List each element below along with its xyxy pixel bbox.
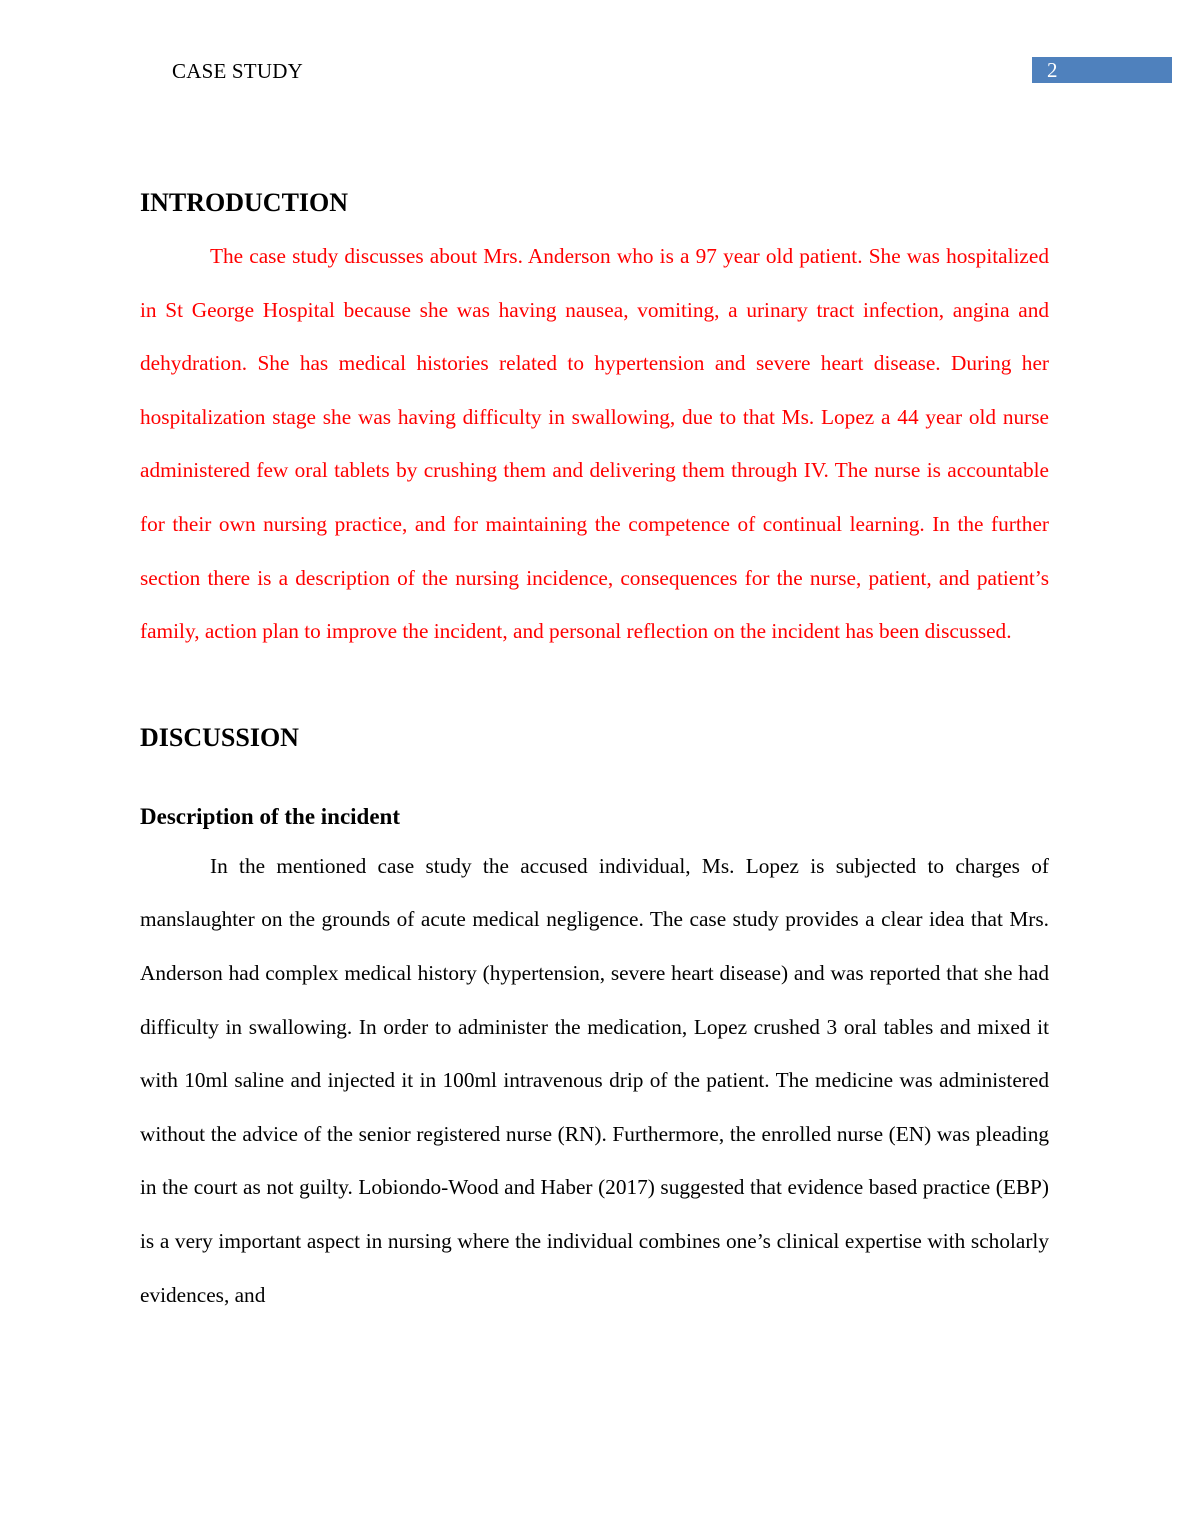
discussion-heading: DISCUSSION bbox=[140, 722, 299, 752]
incident-paragraph: In the mentioned case study the accused individual, Ms. Lopez is subjected to charges of manslaughter on the grounds of acute medical negligence. The case study provides a clear idea that Mrs. Anderson had complex medical history (hypertension, severe heart disease) and was reported that she had difficulty in swallowing. In order to administer the medication, Lopez crushed 3 oral tables and mixed it with 10ml saline and injected it in 100ml intravenous drip of the patient. The medicine was administered without the advice of the senior registered nurse (RN). Furthermore, the enrolled nurse (EN) was pleading in the court as not guilty. Lobiondo-Wood and Haber (2017) suggested that evidence based practice (EBP) is a very important aspect in nursing where the individual combines one’s clinical expertise with scholarly evidences, and bbox=[140, 853, 1049, 1307]
running-head: CASE STUDY bbox=[172, 59, 303, 83]
page-number: 2 bbox=[1032, 57, 1172, 83]
document-body bbox=[140, 184, 1049, 1322]
incident-subheading: Description of the incident bbox=[140, 803, 401, 829]
introduction-heading: INTRODUCTION bbox=[140, 188, 349, 217]
introduction-paragraph: The case study discusses about Mrs. Anderson who is a 97 year old patient. She was hospitalized in St George Hospital because she was having nausea, vomiting, a urinary tract infection, angina and dehydration. She has medical histories related to hypertension and severe heart disease. During her hospitalization stage she was having difficulty in swallowing, due to that Ms. Lopez a 44 year old nurse administered few oral tablets by crushing them and delivering them through IV. The nurse is accountable for their own nursing practice, and for maintaining the competence of continual learning. In the further section there is a description of the nursing incidence, consequences for the nurse, patient, and patient’s family, action plan to improve the incident, and personal reflection on the incident has been discussed. bbox=[140, 244, 1049, 644]
